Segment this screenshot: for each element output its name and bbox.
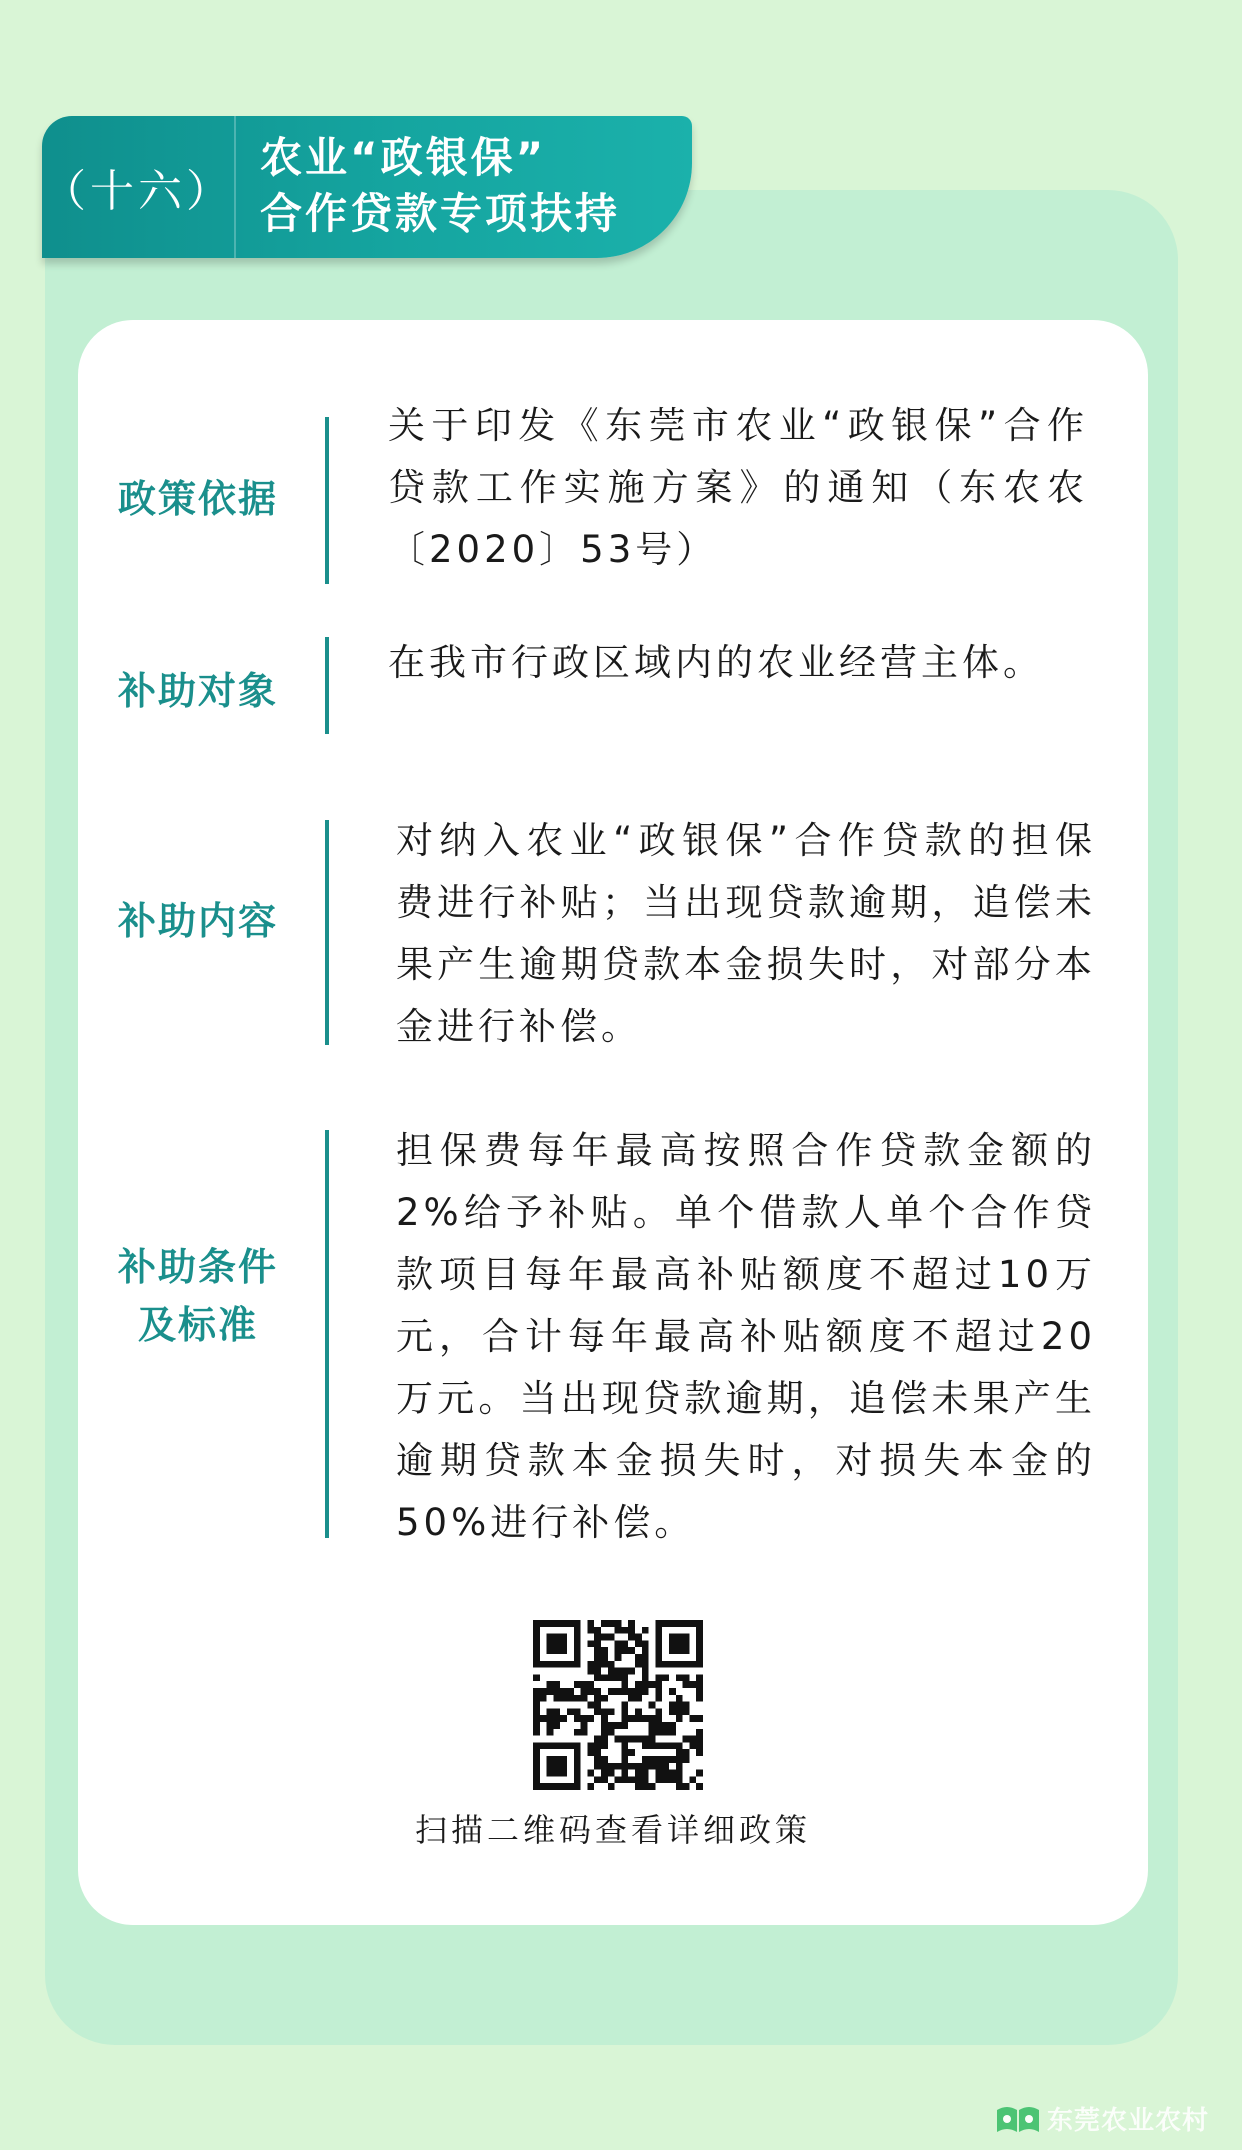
banner-title [260,130,680,242]
section-divider [325,637,329,734]
section-banner [42,116,692,258]
section-label-line1: 政策依据 [117,477,278,521]
section-text: 对纳入农业“政银保”合作贷款的担保费进行补贴；当出现贷款逾期，追偿未果产生逾期贷款本金损失时，对部分本金进行补偿。 [396,819,1096,1048]
brand-logo [995,2100,1209,2136]
section-label-line2: 及标准 [137,1303,258,1347]
section-divider [325,1130,329,1538]
banner-divider [234,116,236,258]
section-label [98,662,298,720]
section-label [98,1238,298,1354]
section-label [98,470,298,528]
section-text: 担保费每年最高按照合作贷款金额的2%给予补贴。单个借款人单个合作贷款项目每年最高补贴额度不超过10万元，合计每年最高补贴额度不超过20万元。当出现贷款逾期，追偿未果产生逾期贷款本金损失时，对损失本金的50%进行补偿。 [396,1129,1096,1544]
banner-number: （十六） [42,166,234,217]
section-text: 在我市行政区域内的农业经营主体。 [388,641,1044,684]
section-label-line1: 补助对象 [117,669,278,713]
banner-title-line2: 合作贷款专项扶持 [260,189,621,238]
section-label-line1: 补助内容 [117,899,278,943]
banner-title-line1: 农业“政银保” [260,133,547,182]
section-divider [325,417,329,584]
open-book-leaf-icon [995,2102,1041,2134]
section-divider [325,820,329,1045]
section-text: 关于印发《东莞市农业“政银保”合作贷款工作实施方案》的通知（东农农〔2020〕53号） [388,404,1088,571]
qr-code-icon[interactable] [533,1620,703,1790]
section-label-line1: 补助条件 [117,1245,278,1289]
policy-card [78,320,1148,1925]
section-label [98,892,298,950]
brand-logo-text: 东莞农业农村 [1047,2105,1210,2136]
qr-caption: 扫描二维码查看详细政策 [414,1811,811,1849]
